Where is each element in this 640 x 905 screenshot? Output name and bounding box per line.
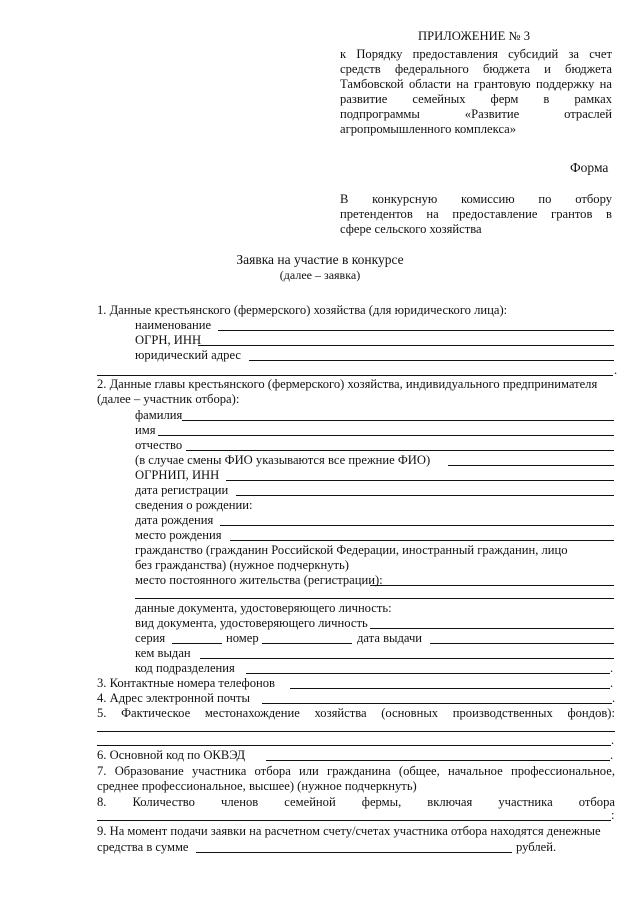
line-end-dot: . xyxy=(610,661,614,675)
residence-field[interactable] xyxy=(370,585,614,586)
section7-label-cont: среднее профессиональное, высшее) (нужное подчеркнуть) xyxy=(97,779,417,793)
section2-heading: 2. Данные главы крестьянского (фермерского) хозяйства, индивидуального предпринимателя xyxy=(97,377,598,391)
appendix-number: ПРИЛОЖЕНИЕ № 3 xyxy=(418,29,530,43)
appendix-line: средств федерального бюджета и бюджета xyxy=(340,62,612,76)
first-name-field[interactable] xyxy=(158,435,614,436)
subdivision-code-field[interactable] xyxy=(246,673,610,674)
appendix-line: агропромышленного комплекса» xyxy=(340,122,517,136)
label-citizenship: гражданство (гражданин Российской Федерации, иностранный гражданин, лицо xyxy=(135,543,568,557)
line-end-dot: . xyxy=(614,363,618,377)
location-field-2[interactable] xyxy=(97,745,611,746)
label-birth-info: сведения о рождении: xyxy=(135,498,253,512)
surname-field[interactable] xyxy=(182,420,614,421)
email-field[interactable] xyxy=(262,703,612,704)
label-residence: место постоянного жительства (регистрации): xyxy=(135,573,383,587)
section8-label: 8. Количество членов семейной фермы, включая участника отбора xyxy=(97,795,615,809)
form-label: Форма xyxy=(570,160,609,175)
label-first-name: имя xyxy=(135,423,156,437)
section5-label: 5. Фактическое местонахождение хозяйства (основных производственных фондов): xyxy=(97,706,615,720)
label-series: серия xyxy=(135,631,166,645)
reg-date-field[interactable] xyxy=(236,495,614,496)
section6-label: 6. Основной код по ОКВЭД xyxy=(97,748,246,762)
appendix-line: к Порядку предоставления субсидий за счет xyxy=(340,47,612,61)
birth-date-field[interactable] xyxy=(220,525,614,526)
patronymic-field[interactable] xyxy=(186,450,614,451)
addressee-line: сфере сельского хозяйства xyxy=(340,222,482,236)
label-doc-type: вид документа, удостоверяющего личность xyxy=(135,616,368,630)
label-reg-date: дата регистрации xyxy=(135,483,229,497)
appendix-line: подпрограммы «Развитие отраслей xyxy=(340,107,612,121)
line-end-dot: . xyxy=(610,748,614,762)
legal-address-field-2[interactable] xyxy=(97,375,613,376)
number-field[interactable] xyxy=(262,643,352,644)
label-subdivision-code: код подразделения xyxy=(135,661,235,675)
label-patronymic: отчество xyxy=(135,438,183,452)
label-issued-by: кем выдан xyxy=(135,646,191,660)
section7-label: 7. Образование участника отбора или гражданина (общее, начальное профессиональное, xyxy=(97,764,615,778)
label-citizenship-cont: без гражданства) (нужное подчеркнуть) xyxy=(135,558,349,572)
line-end-dot: . xyxy=(611,733,615,747)
section1-heading: 1. Данные крестьянского (фермерского) хозяйства (для юридического лица): xyxy=(97,303,508,317)
page-subtitle: (далее – заявка) xyxy=(279,268,361,282)
addressee-line: претендентов на предоставление грантов в xyxy=(340,207,612,221)
name-field[interactable] xyxy=(218,330,614,331)
issue-date-field[interactable] xyxy=(430,643,614,644)
label-birth-date: дата рождения xyxy=(135,513,214,527)
label-legal-address: юридический адрес xyxy=(135,348,241,362)
okved-field[interactable] xyxy=(266,760,610,761)
label-number: номер xyxy=(226,631,259,645)
label-name: наименование xyxy=(135,318,212,332)
label-ogrnip: ОГРНИП, ИНН xyxy=(135,468,220,482)
line-end-dot: . xyxy=(612,691,616,705)
section4-label: 4. Адрес электронной почты xyxy=(97,691,250,705)
birth-place-field[interactable] xyxy=(230,540,614,541)
page-title: Заявка на участие в конкурсе xyxy=(236,252,404,267)
appendix-line: Тамбовской области на грантовую поддержку на xyxy=(340,77,612,91)
family-members-field[interactable] xyxy=(97,820,611,821)
location-field[interactable] xyxy=(97,731,615,732)
line-end-dot: . xyxy=(610,676,614,690)
ogrn-field[interactable] xyxy=(198,345,614,346)
section9-label: 9. На момент подачи заявки на расчетном счету/счетах участника отбора находятся денежные xyxy=(97,824,601,838)
section2-heading-cont: (далее – участник отбора): xyxy=(97,392,240,406)
ogrnip-field[interactable] xyxy=(226,480,614,481)
name-change-field[interactable] xyxy=(448,465,614,466)
label-name-change: (в случае смены ФИО указываются все прежние ФИО) xyxy=(135,453,431,467)
appendix-line: развитие семейных ферм в рамках xyxy=(340,92,612,106)
addressee-line: В конкурсную комиссию по отбору xyxy=(340,192,612,206)
section9-suffix: рублей. xyxy=(516,840,557,854)
line-end-colon: : xyxy=(611,808,615,822)
doc-type-field[interactable] xyxy=(370,628,614,629)
funds-amount-field[interactable] xyxy=(196,852,512,853)
phones-field[interactable] xyxy=(290,688,610,689)
legal-address-field[interactable] xyxy=(249,360,614,361)
label-issue-date: дата выдачи xyxy=(357,631,423,645)
section9-prefix: средства в сумме xyxy=(97,840,189,854)
label-id-doc: данные документа, удостоверяющего личность: xyxy=(135,601,392,615)
label-ogrn: ОГРН, ИНН xyxy=(135,333,202,347)
label-surname: фамилия xyxy=(135,408,183,422)
issued-by-field[interactable] xyxy=(200,658,614,659)
label-birth-place: место рождения xyxy=(135,528,222,542)
series-field[interactable] xyxy=(172,643,222,644)
section3-label: 3. Контактные номера телефонов xyxy=(97,676,275,690)
residence-field-2[interactable] xyxy=(135,598,614,599)
